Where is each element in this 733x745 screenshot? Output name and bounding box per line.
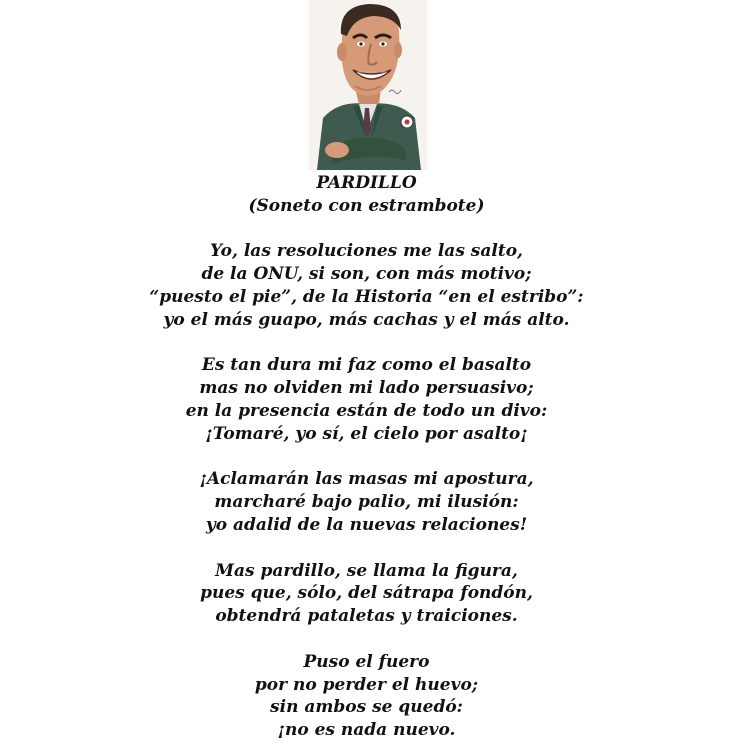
verse-line: “puesto el pie”, de la Historia “en el estribo”:: [149, 286, 584, 307]
verse-line: Yo, las resoluciones me las salto,: [210, 241, 523, 262]
caricature-icon: [309, 0, 427, 170]
verse-line: sin ambos se quedó:: [270, 697, 463, 718]
verse-line: por no perder el huevo;: [254, 674, 479, 695]
stanza-gap: [0, 446, 733, 469]
verse-line: yo el más guapo, más cachas y el más alto.: [163, 309, 570, 330]
verse-line: de la ONU, si son, con más motivo;: [201, 264, 532, 285]
verse-line: ¡Tomaré, yo sí, el cielo por asalto¡: [205, 423, 528, 444]
poem-subtitle: (Soneto con estrambote): [248, 195, 485, 216]
verse-line: marcharé bajo palio, mi ilusión:: [214, 492, 519, 513]
stanza-gap: [0, 537, 733, 560]
verse-line: mas no olviden mi lado persuasivo;: [199, 378, 534, 399]
verse-line: Puso el fuero: [303, 651, 430, 672]
poem-title: PARDILLO: [316, 173, 417, 193]
poem: [0, 172, 733, 742]
verse-line: ¡Aclamarán las masas mi apostura,: [199, 469, 534, 490]
verse-line: en la presencia están de todo un divo:: [185, 400, 548, 421]
caricature-illustration: [309, 0, 427, 170]
verse-line: yo adalid de la nuevas relaciones!: [205, 514, 528, 535]
verse-line: obtendrá pataletas y traiciones.: [215, 606, 518, 627]
stanza-gap: [0, 218, 733, 241]
verse-line: Mas pardillo, se llama la figura,: [215, 560, 518, 581]
stanza-gap: [0, 332, 733, 355]
verse-line: pues que, sólo, del sátrapa fondón,: [200, 583, 533, 604]
stanza-gap: [0, 628, 733, 651]
verse-line: Es tan dura mi faz como el basalto: [201, 355, 532, 376]
verse-line: ¡no es nada nuevo.: [277, 720, 456, 741]
